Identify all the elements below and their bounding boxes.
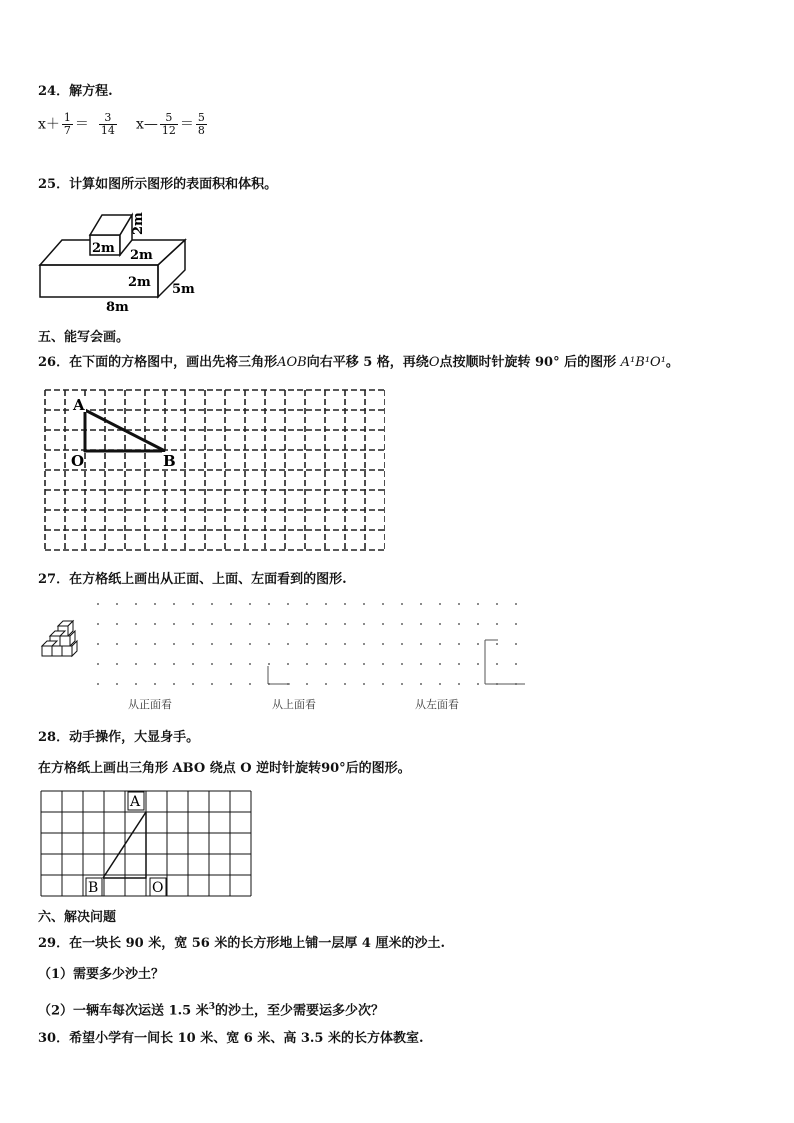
grid-dot [477,643,479,645]
point-a-label: A [130,794,141,810]
grid-dot [192,603,194,605]
grid-dot [192,663,194,665]
eq2-f2-num: 5 [197,111,205,124]
q30-title: 30．希望小学有一间长 10 米、宽 6 米、高 3.5 米的长方体教室. [38,1031,424,1046]
grid-dot [382,683,384,685]
grid-dot [382,663,384,665]
eq2-equals: ＝ [179,116,194,133]
q24-equation-1 [38,112,119,137]
grid-dot [477,663,479,665]
grid-dot [420,603,422,605]
q26-suffix: 点按顺时针旋转 90° 后的图形 [439,355,617,370]
grid-dot [439,643,441,645]
grid-dot [401,603,403,605]
grid-dot [97,683,99,685]
q27-title: 27．在方格纸上画出从正面、上面、左面看到的图形. [38,572,347,587]
grid-dot [192,683,194,685]
grid-dot [420,623,422,625]
q26-o: O [428,355,440,370]
grid-dot [230,603,232,605]
grid-dot [420,683,422,685]
grid-dot [382,603,384,605]
grid-dot [249,623,251,625]
grid-dot [249,603,251,605]
grid-dot [97,663,99,665]
eq1-f1-num: 1 [63,111,71,124]
label-cube-h: 2m [131,212,146,235]
grid-dot [135,603,137,605]
q24-title: 24．解方程. [38,84,113,99]
label-box-d: 5m [172,282,195,297]
eq2-lhs: x— [136,116,158,133]
grid-dot [363,683,365,685]
grid-dot [135,623,137,625]
eq1-f1-den: 7 [63,124,71,137]
eq2-f2-den: 8 [197,124,205,137]
grid-dot [325,603,327,605]
grid-dot [496,623,498,625]
point-b-label: B [88,880,99,896]
grid-dot [420,643,422,645]
grid-dot [97,603,99,605]
q24-equation-2 [136,112,209,137]
grid-dot [477,603,479,605]
grid-dot [325,643,327,645]
point-b-label: B [163,452,176,470]
section-5-heading: 五、能写会画。 [38,330,130,345]
eq1-lhs: x＋ [38,116,60,133]
q26-prefix: 26．在下面的方格图中，画出先将三角形 [38,355,278,370]
q27-dot-grid [90,598,530,690]
grid-dot [249,683,251,685]
q29-sub2-post: 的沙土，至少需要运多少次？ [214,1003,384,1019]
view-label-front: 从正面看 [128,698,172,711]
grid-dot [439,663,441,665]
grid-dot [344,663,346,665]
q28-instruction: 在方格纸上画出三角形 ABO 绕点 O 逆时针旋转90°后的图形。 [38,761,411,776]
grid-dot [363,623,365,625]
point-o-label: O [71,452,85,470]
grid-dot [116,643,118,645]
view-label-top: 从上面看 [272,698,316,711]
grid-dot [458,623,460,625]
q29-title: 29．在一块长 90 米，宽 56 米的长方形地上铺一层厚 4 厘米的沙土. [38,936,445,951]
grid-dot [515,643,517,645]
grid-dot [268,643,270,645]
grid-dot [97,623,99,625]
grid-dot [401,643,403,645]
q26-aob: AOB [277,355,307,370]
grid-dot [496,643,498,645]
grid-dot [154,683,156,685]
eq2-f1-num: 5 [160,112,178,125]
grid-dot [287,623,289,625]
grid-dot [458,663,460,665]
grid-dot [344,643,346,645]
q29-sub2-sup: 3 [208,1002,215,1012]
q27-cube-stack [38,618,98,664]
grid-dot [135,683,137,685]
grid-dot [97,643,99,645]
q26-end: 。 [665,355,679,370]
q28-title: 28．动手操作，大显身手。 [38,730,200,745]
q25-cuboid-figure [30,205,210,315]
grid-dot [325,623,327,625]
grid-dot [268,623,270,625]
grid-dot [458,603,460,605]
grid-dot [154,603,156,605]
label-box-h: 2m [128,275,151,290]
grid-dot [363,663,365,665]
view-label-left: 从左面看 [415,698,459,711]
grid-dot [230,623,232,625]
eq1-equals: ＝ [74,116,89,133]
grid-dot [154,623,156,625]
grid-dot [211,663,213,665]
q26-dashed-grid [40,388,385,553]
label-cube-w: 2m [130,248,153,263]
grid-dot [287,603,289,605]
q26-mid: 向右平移 5 格，再绕 [306,355,429,370]
grid-dot [363,603,365,605]
grid-dot [439,603,441,605]
label-cube-front: 2m [92,241,115,256]
eq1-fraction-1 [62,112,73,137]
grid-dot [439,683,441,685]
eq1-f2-num: 3 [99,112,117,125]
grid-dot [477,623,479,625]
grid-dot [116,623,118,625]
grid-dot [344,683,346,685]
label-box-l: 8m [106,300,129,315]
q26-result: A¹B¹O¹ [620,355,666,370]
grid-dot [325,683,327,685]
q29-sub2 [38,999,384,1019]
grid-dot [515,603,517,605]
grid-dot [116,663,118,665]
grid-dot [249,663,251,665]
grid-dot [306,683,308,685]
grid-dot [230,643,232,645]
grid-dot [515,623,517,625]
grid-dot [211,623,213,625]
grid-dot [458,683,460,685]
grid-dot [173,603,175,605]
section-6-heading: 六、解决问题 [38,910,117,925]
point-a-label: A [73,396,85,414]
grid-dot [344,603,346,605]
grid-dot [230,663,232,665]
q26-title [38,355,679,371]
grid-dot [116,683,118,685]
grid-dot [211,603,213,605]
grid-dot [458,643,460,645]
grid-dot [382,623,384,625]
grid-dot [401,663,403,665]
grid-dot [173,663,175,665]
grid-dot [496,663,498,665]
grid-dot [249,643,251,645]
grid-dot [401,683,403,685]
point-o-label: O [152,880,164,896]
grid-dot [344,623,346,625]
grid-dot [287,663,289,665]
q25-title: 25．计算如图所示图形的表面积和体积。 [38,177,278,192]
grid-dot [306,623,308,625]
grid-dot [268,603,270,605]
grid-dot [439,623,441,625]
grid-dot [325,663,327,665]
grid-dot [173,643,175,645]
eq2-fraction-1 [160,112,178,137]
grid-dot [477,683,479,685]
grid-dot [135,663,137,665]
grid-dot [116,603,118,605]
grid-dot [211,683,213,685]
grid-dot [306,643,308,645]
q29-sub2-pre: （2）一辆车每次运送 1.5 米 [38,1003,209,1019]
grid-dot [211,643,213,645]
grid-dot [192,643,194,645]
grid-dot [287,643,289,645]
grid-dot [363,643,365,645]
grid-dot [135,643,137,645]
grid-dot [420,663,422,665]
grid-dot [192,623,194,625]
grid-dot [154,643,156,645]
grid-dot [401,623,403,625]
grid-dot [382,643,384,645]
grid-dot [230,683,232,685]
grid-dot [496,603,498,605]
eq2-f1-den: 12 [161,124,176,137]
eq2-fraction-2 [196,112,207,137]
grid-dot [306,603,308,605]
eq1-fraction-2 [99,112,117,137]
eq1-f2-den: 14 [100,124,115,137]
grid-dot [173,623,175,625]
q29-sub1: （1）需要多少沙土？ [38,967,165,982]
grid-dot [515,663,517,665]
grid-dot [306,663,308,665]
grid-dot [268,663,270,665]
q28-grid [40,790,256,902]
grid-dot [173,683,175,685]
grid-dot [154,663,156,665]
